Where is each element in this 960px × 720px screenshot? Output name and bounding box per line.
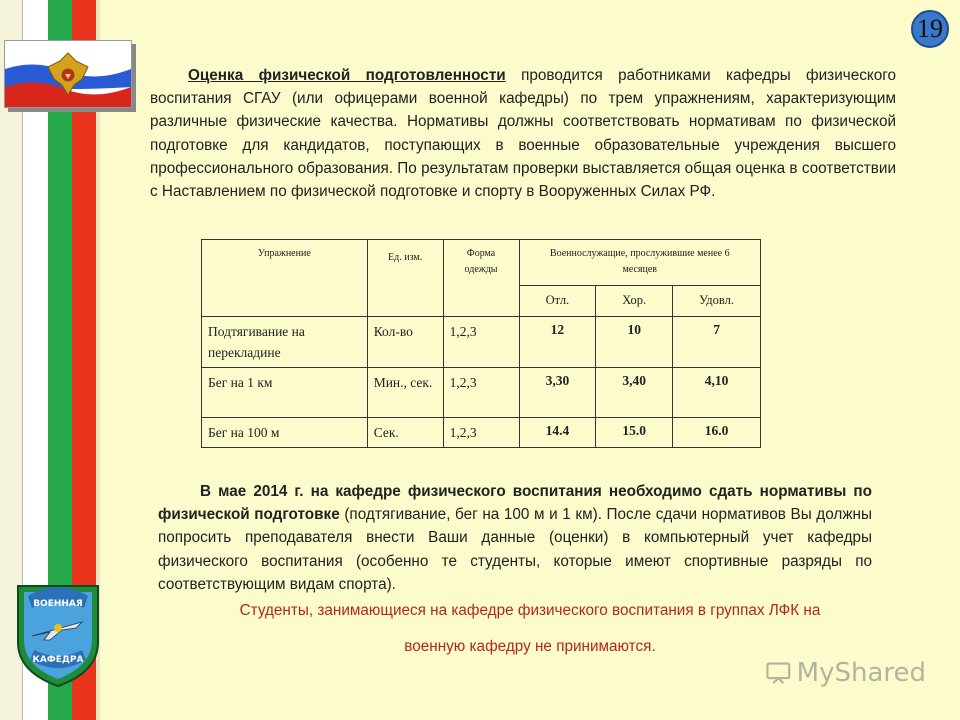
cell-good: 3,40 [596,368,673,418]
cell-unit: Кол-во [367,317,443,368]
cell-satisfactory: 4,10 [673,368,761,418]
cell-exercise: Бег на 1 км [202,368,368,418]
flag-coat-of-arms-icon [5,41,131,107]
cell-uniform: 1,2,3 [443,418,519,448]
emblem-top-text: ВОЕННАЯ [33,599,83,609]
header-excellent: Отл. [519,285,596,316]
intro-text: проводится работниками кафедры физического воспитания СГАУ (или офицерами военной кафедры) по трем упражнениям, характеризующим различные физические качества. Нормативы должны соответствовать нормативам по физической подготовке для кандидатов, поступающих в военные образовательные учреждения высшего профессионального образования. По результатам проверки выставляется общая оценка в соответствии с Наставлением по физической подготовке и спорту в Вооруженных Силах РФ. [150,67,896,201]
flag-emblem [4,40,132,108]
header-satisfactory: Удовл. [673,285,761,316]
requirements-paragraph [158,480,872,596]
note-line-1: Студенты, занимающиеся на кафедре физического воспитания в группах ЛФК на [239,602,821,619]
military-department-emblem [10,580,106,690]
watermark-text: MyShared [796,658,926,688]
table-header-row [202,240,761,286]
myshared-watermark [766,655,926,691]
header-unit: Ед. изм. [367,240,443,317]
cell-excellent: 14.4 [519,418,596,448]
cell-unit: Сек. [367,418,443,448]
cell-uniform: 1,2,3 [443,368,519,418]
cell-unit: Мин., сек. [367,368,443,418]
intro-paragraph [150,64,896,203]
cell-excellent: 3,30 [519,368,596,418]
table-row [202,317,761,368]
cell-satisfactory: 16.0 [673,418,761,448]
cell-exercise: Подтягивание на перекладине [202,317,368,368]
cell-excellent: 12 [519,317,596,368]
presentation-board-icon [766,658,791,688]
table-row [202,418,761,448]
cell-uniform: 1,2,3 [443,317,519,368]
header-group: Военнослужащие, прослужившие менее 6 месяцев [519,240,761,286]
note-line-2: военную кафедру не принимаются. [404,638,656,655]
cell-good: 10 [596,317,673,368]
header-uniform: Форма одежды [443,240,519,317]
header-exercise: Упражнение [202,240,368,317]
cell-good: 15.0 [596,418,673,448]
cell-satisfactory: 7 [673,317,761,368]
page-number-badge: 19 [911,10,949,48]
norms-table [201,239,761,448]
shield-emblem-icon [10,580,106,690]
cell-exercise: Бег на 100 м [202,418,368,448]
requirements-lead: В мае 2014 г. на кафедре физического воспитания необходимо сдать нормативы по физической подготовке [158,483,872,524]
emblem-bottom-text: КАФЕДРА [32,655,84,665]
table-row [202,368,761,418]
header-good: Хор. [596,285,673,316]
requirements-text: (подтягивание, бег на 100 м и 1 км). После сдачи нормативов Вы должны попросить преподавателя внести Ваши данные (оценки) в компьютерный учет кафедры физического воспитания (особенно те студенты, которые имеют спортивные разряды по соответствующим видам спорта). [158,506,873,593]
intro-lead: Оценка физической подготовленности [188,67,506,84]
